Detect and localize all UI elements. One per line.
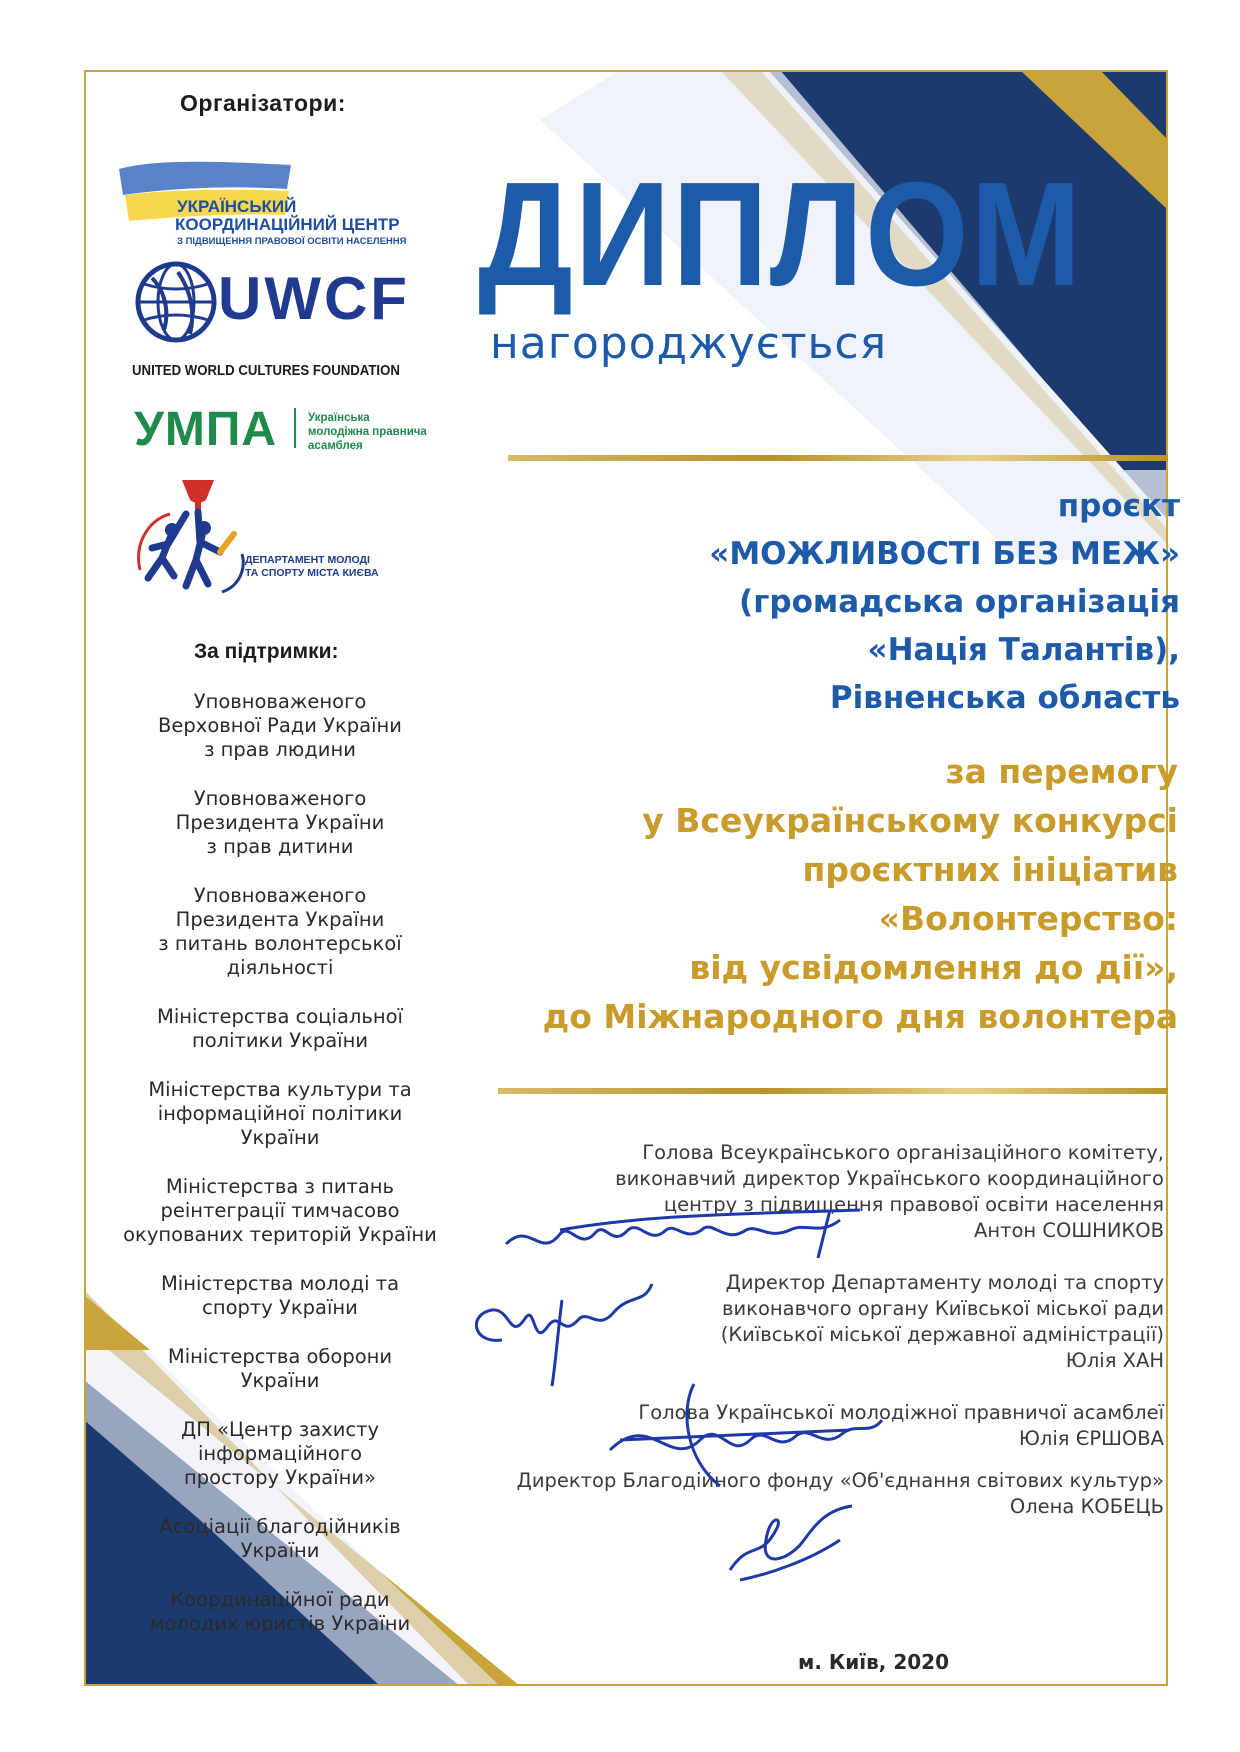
globe-icon [134,260,218,344]
diploma-title: ДИПЛОМ [478,152,1084,317]
athletes-cup-icon [130,474,250,604]
logo-ukc-line-2: КООРДИНАЦІЙНИЙ ЦЕНТР [175,215,400,234]
logo-ukc-line-1: УКРАЇНСЬКИЙ [177,197,297,216]
gold-divider-bottom [498,1088,1168,1094]
award-reason-line: проєктних ініціатив [802,850,1178,889]
uwcf-acronym: UWCF [218,265,410,332]
supporter-line: інформаційного [197,1442,363,1465]
signer-line: виконавчого органу Київської міської ради [722,1297,1164,1320]
supporter-line: з прав людини [204,738,356,761]
recipient-line: (громадська організація [739,584,1180,620]
umpa-acronym: УМПА [134,403,278,456]
signer-line: Голова Всеукраїнського організаційного комітету, [642,1141,1164,1164]
supporter-line: Президента України [175,811,385,834]
recipient-block [709,482,1180,722]
support-heading: За підтримки: [194,640,339,663]
recipient-line: «МОЖЛИВОСТІ БЕЗ МЕЖ» [709,536,1180,572]
supporter-line: Уповноваженого [193,787,367,810]
award-reason-block [543,747,1178,1041]
logo-uwcf [130,256,410,386]
supporter-item [80,1078,480,1150]
supporter-item [80,884,480,980]
award-reason-line: до Міжнародного дня волонтера [542,997,1178,1036]
supporter-line: з прав дитини [206,835,354,858]
umpa-line: асамблея [308,440,363,452]
supporter-line: Верховної Ради України [158,714,402,737]
signer-line: Антон СОШНИКОВ [974,1219,1164,1242]
supporter-line: України [240,1539,320,1562]
award-reason-line: за перемогу [945,752,1178,791]
umpa-line: молодіжна правнича [308,426,427,438]
award-reason-line: від усвідомлення до дії», [689,948,1178,987]
department-name-line: ТА СПОРТУ МІСТА КИЄВА [245,567,379,579]
supporter-item [80,690,480,762]
supporter-line: Міністерства культури та [148,1078,412,1101]
logo-youth-sport-department [130,474,430,604]
supporter-item [80,1588,480,1636]
signer-line: Директор Департаменту молоді та спорту [725,1271,1164,1294]
supporter-line: України [240,1126,320,1149]
signer-line: Юлія ЄРШОВА [1018,1427,1164,1450]
recipient-line: Рівненська область [829,680,1180,716]
supporter-line: з питань волонтерської [158,932,402,955]
supporter-line: Уповноваженого [193,690,367,713]
award-reason-line: у Всеукраїнському конкурсі [642,801,1178,840]
supporter-line: Президента України [175,908,385,931]
logo-ukc-line-3: З ПІДВИЩЕННЯ ПРАВОВОЇ ОСВІТИ НАСЕЛЕННЯ [177,236,407,247]
supporter-line: політики України [191,1029,369,1052]
department-name-line: ДЕПАРТАМЕНТ МОЛОДІ [245,554,370,566]
organizers-heading: Організатори: [180,90,346,116]
umpa-divider [294,408,296,448]
logo-ukrainian-coordination-center [115,155,435,245]
recipient-line: проєкт [1057,488,1180,524]
signer-line: Олена КОБЕЦЬ [1009,1495,1164,1518]
supporter-item [80,1418,480,1490]
supporters-list [80,690,480,1661]
diploma-subtitle: нагороджується [490,318,888,369]
supporter-item [80,1515,480,1563]
supporter-line: Міністерства з питань [165,1175,395,1198]
supporter-line: України [240,1369,320,1392]
logo-umpa [134,402,464,462]
signer-line: Голова Української молодіжної правничої асамблеї [638,1401,1164,1424]
supporter-line: Уповноваженого [193,884,367,907]
supporter-line: простору України» [184,1466,376,1489]
supporter-line: реінтеграції тимчасово [160,1199,400,1222]
department-name [245,554,425,580]
supporter-line: Міністерства соціальної [157,1005,403,1028]
supporter-line: інформаційної політики [157,1102,403,1125]
supporter-line: молодих юристів України [149,1612,411,1635]
supporter-item [80,1272,480,1320]
uwcf-full-name: UNITED WORLD CULTURES FOUNDATION [132,362,400,379]
supporter-line: ДП «Центр захисту [181,1418,379,1441]
gold-divider-top [508,455,1168,461]
supporter-item [80,1345,480,1393]
supporter-line: Координаційної ради [170,1588,390,1611]
supporter-line: Міністерства оборони [167,1345,393,1368]
signer-line: Юлія ХАН [1065,1349,1164,1372]
supporter-line: Асоціації благодійників [159,1515,401,1538]
umpa-full-name [308,411,468,453]
supporter-line: Міністерства молоді та [160,1272,400,1295]
signer-line: (Київської міської державної адміністрації) [720,1323,1164,1346]
supporter-line: спорту України [202,1296,358,1319]
signature-yershova [590,1370,890,1490]
signer-line: центру з підвищення правової освіти населення [663,1193,1164,1216]
supporter-item [80,1175,480,1247]
signer-line: Директор Благодійного фонду «Об'єднання світових культур» [516,1469,1164,1492]
signer-line: виконавчий директор Українського координаційного [615,1167,1164,1190]
supporter-line: діяльності [226,956,334,979]
supporter-line: окупованих територій України [123,1223,437,1246]
supporter-item [80,787,480,859]
place-date: м. Київ, 2020 [798,1650,950,1674]
recipient-line: «Нація Талантів), [867,632,1180,668]
umpa-line: Українська [308,412,370,424]
award-reason-line: «Волонтерство: [878,899,1178,938]
signature-kobets [720,1500,860,1590]
supporter-item [80,1005,480,1053]
